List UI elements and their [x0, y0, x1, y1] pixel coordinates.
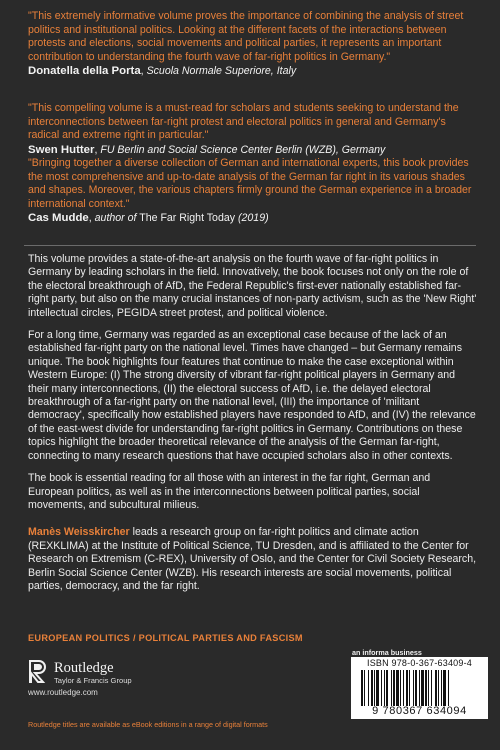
barcode-bar [403, 670, 404, 706]
barcode-bar [443, 670, 446, 706]
barcode-bar [381, 670, 382, 706]
editor-bio-text: leads a research group on far-right politics and climate action (REXKLIMA) at the Institute of Political Science, TU Dresden, and is affiliated to the Center for Research on Extremism (C-REX), University of Oslo, and the Center for Civil Society Research, Berlin Social Science Center (WZB). His research interests are social movements, political parties, democracy, and the far right. [28, 526, 477, 592]
barcode-bar [386, 670, 388, 706]
barcode-bar [431, 670, 432, 706]
barcode-bar [361, 670, 363, 706]
section-divider [24, 245, 476, 246]
barcode-bar [421, 670, 424, 706]
barcode-bar [393, 670, 395, 706]
barcode-bar [415, 670, 417, 706]
routledge-r-icon [28, 659, 48, 684]
barcode-bars-icon [361, 670, 478, 706]
ebook-note: Routledge titles are available as eBook editions in a range of digital formats [28, 720, 268, 729]
endorsement-1 [28, 10, 476, 88]
barcode-bar [400, 670, 401, 706]
endorser-book-title: The Far Right Today [139, 212, 236, 225]
barcode-bar [438, 670, 439, 706]
endorser-affiliation-prefix: author of [94, 212, 137, 225]
informa-tagline: an informa business [352, 648, 422, 657]
isbn-label: ISBN 978-0-367-63409-4 [367, 658, 472, 668]
endorser-name: Swen Hutter [28, 143, 95, 156]
barcode-digits: 9 780367 634094 [372, 705, 467, 717]
subject-category: EUROPEAN POLITICS / POLITICAL PARTIES AND FASCISM [28, 633, 303, 643]
endorser-name: Donatella della Porta [28, 65, 141, 78]
editor-bio [28, 526, 478, 593]
endorser-affiliation: Scuola Normale Superiore, Italy [146, 65, 297, 78]
endorsement-quote: "This compelling volume is a must-read for scholars and students seeking to understand the interconnections between far-right protest and electoral politics in general and Germany's radical and extreme right in particular." [28, 102, 459, 142]
publisher-group: Taylor & Francis Group [54, 676, 132, 685]
barcode-bar [371, 670, 373, 706]
endorsement-quote: "This extremely informative volume proves the importance of combining the analysis of street politics and institutional politics. Looking at the different facets of the interactions between protests and elections, social movements and political parties, it represents an important contribution to understanding the fourth wave of far-right politics in Germany." [28, 10, 464, 63]
endorser-book-year: (2019) [238, 212, 269, 225]
description-paragraph: This volume provides a state-of-the-art analysis on the fourth wave of far-right politics in Germany by leading scholars in the field. Innovatively, the book focuses not only on the role of the electoral breakthrough of AfD, the Federal Republic's first-ever nationally established far-right party, but also on the many crucial instances of non-party activism, such as the 'New Right' intellectual circles, PEGIDA street protest, and political violence. [28, 253, 477, 319]
barcode-bar [413, 670, 414, 706]
book-description [28, 253, 478, 602]
barcode-bar [396, 670, 399, 706]
endorsement-attribution: Cas Mudde, author of The Far Right Today (2019) [28, 212, 269, 225]
endorser-affiliation: FU Berlin and Social Science Center Berlin (WZB), Germany [100, 143, 386, 156]
endorsement-attribution: Donatella della Porta, Scuola Normale Superiore, Italy [28, 65, 297, 78]
barcode-bar [448, 670, 449, 706]
publisher-logo [28, 659, 178, 685]
description-paragraph: The book is essential reading for all those with an interest in the far right, German and European politics, as well as in the interconnections between political parties, social movements, and subcultural milieus. [28, 472, 431, 511]
isbn-barcode [351, 657, 488, 719]
endorser-name: Cas Mudde [28, 212, 89, 225]
barcode-bar [435, 670, 437, 706]
barcode-bar [441, 670, 442, 706]
barcode-bar [364, 670, 365, 706]
barcode-bar [391, 670, 392, 706]
barcode-bar [374, 670, 375, 706]
publisher-website[interactable]: www.routledge.com [28, 688, 98, 697]
endorsement-3 [28, 157, 476, 235]
barcode-bar [368, 670, 369, 706]
barcode-bar [409, 670, 410, 706]
endorsement-quote: "Bringing together a diverse collection of German and international experts, this book provides the most comprehensive and up-to-date analysis of the German far right in its various shades and shapes. Moreover, the various chapters firmly ground the German experience in a broader international context." [28, 157, 472, 210]
endorsement-attribution: Swen Hutter, FU Berlin and Social Science Center Berlin (WZB), Germany [28, 143, 386, 156]
barcode-bar [425, 670, 427, 706]
barcode-bar [406, 670, 408, 706]
barcode-bar [376, 670, 379, 706]
barcode-bar [384, 670, 385, 706]
barcode-bar [419, 670, 420, 706]
publisher-name: Routledge [54, 660, 114, 676]
barcode-bar [428, 670, 429, 706]
editor-name: Manès Weisskircher [28, 526, 130, 539]
description-paragraph: For a long time, Germany was regarded as an exceptional case because of the lack of an established far-right party on the national level. Times have changed – but Germany remains unique. The book highlights four features that continue to make the case exceptional within Western Europe: (I) The strong diversity of vibrant far-right political players in Germany and their many interconnections, (II) the electoral success of AfD, i.e. the delayed electoral breakthrough of a far-right party on the national level, (III) the importance of 'militant democracy', specifically how established players have responded to AfD, and (IV) the relevance of the east-west divide for understanding far-right politics in Germany. Contributions on these topics highlight the broader theoretical relevance of the analysis of the German far-right, connecting to many research questions that have occupied scholars also in other contexts. [28, 329, 476, 462]
